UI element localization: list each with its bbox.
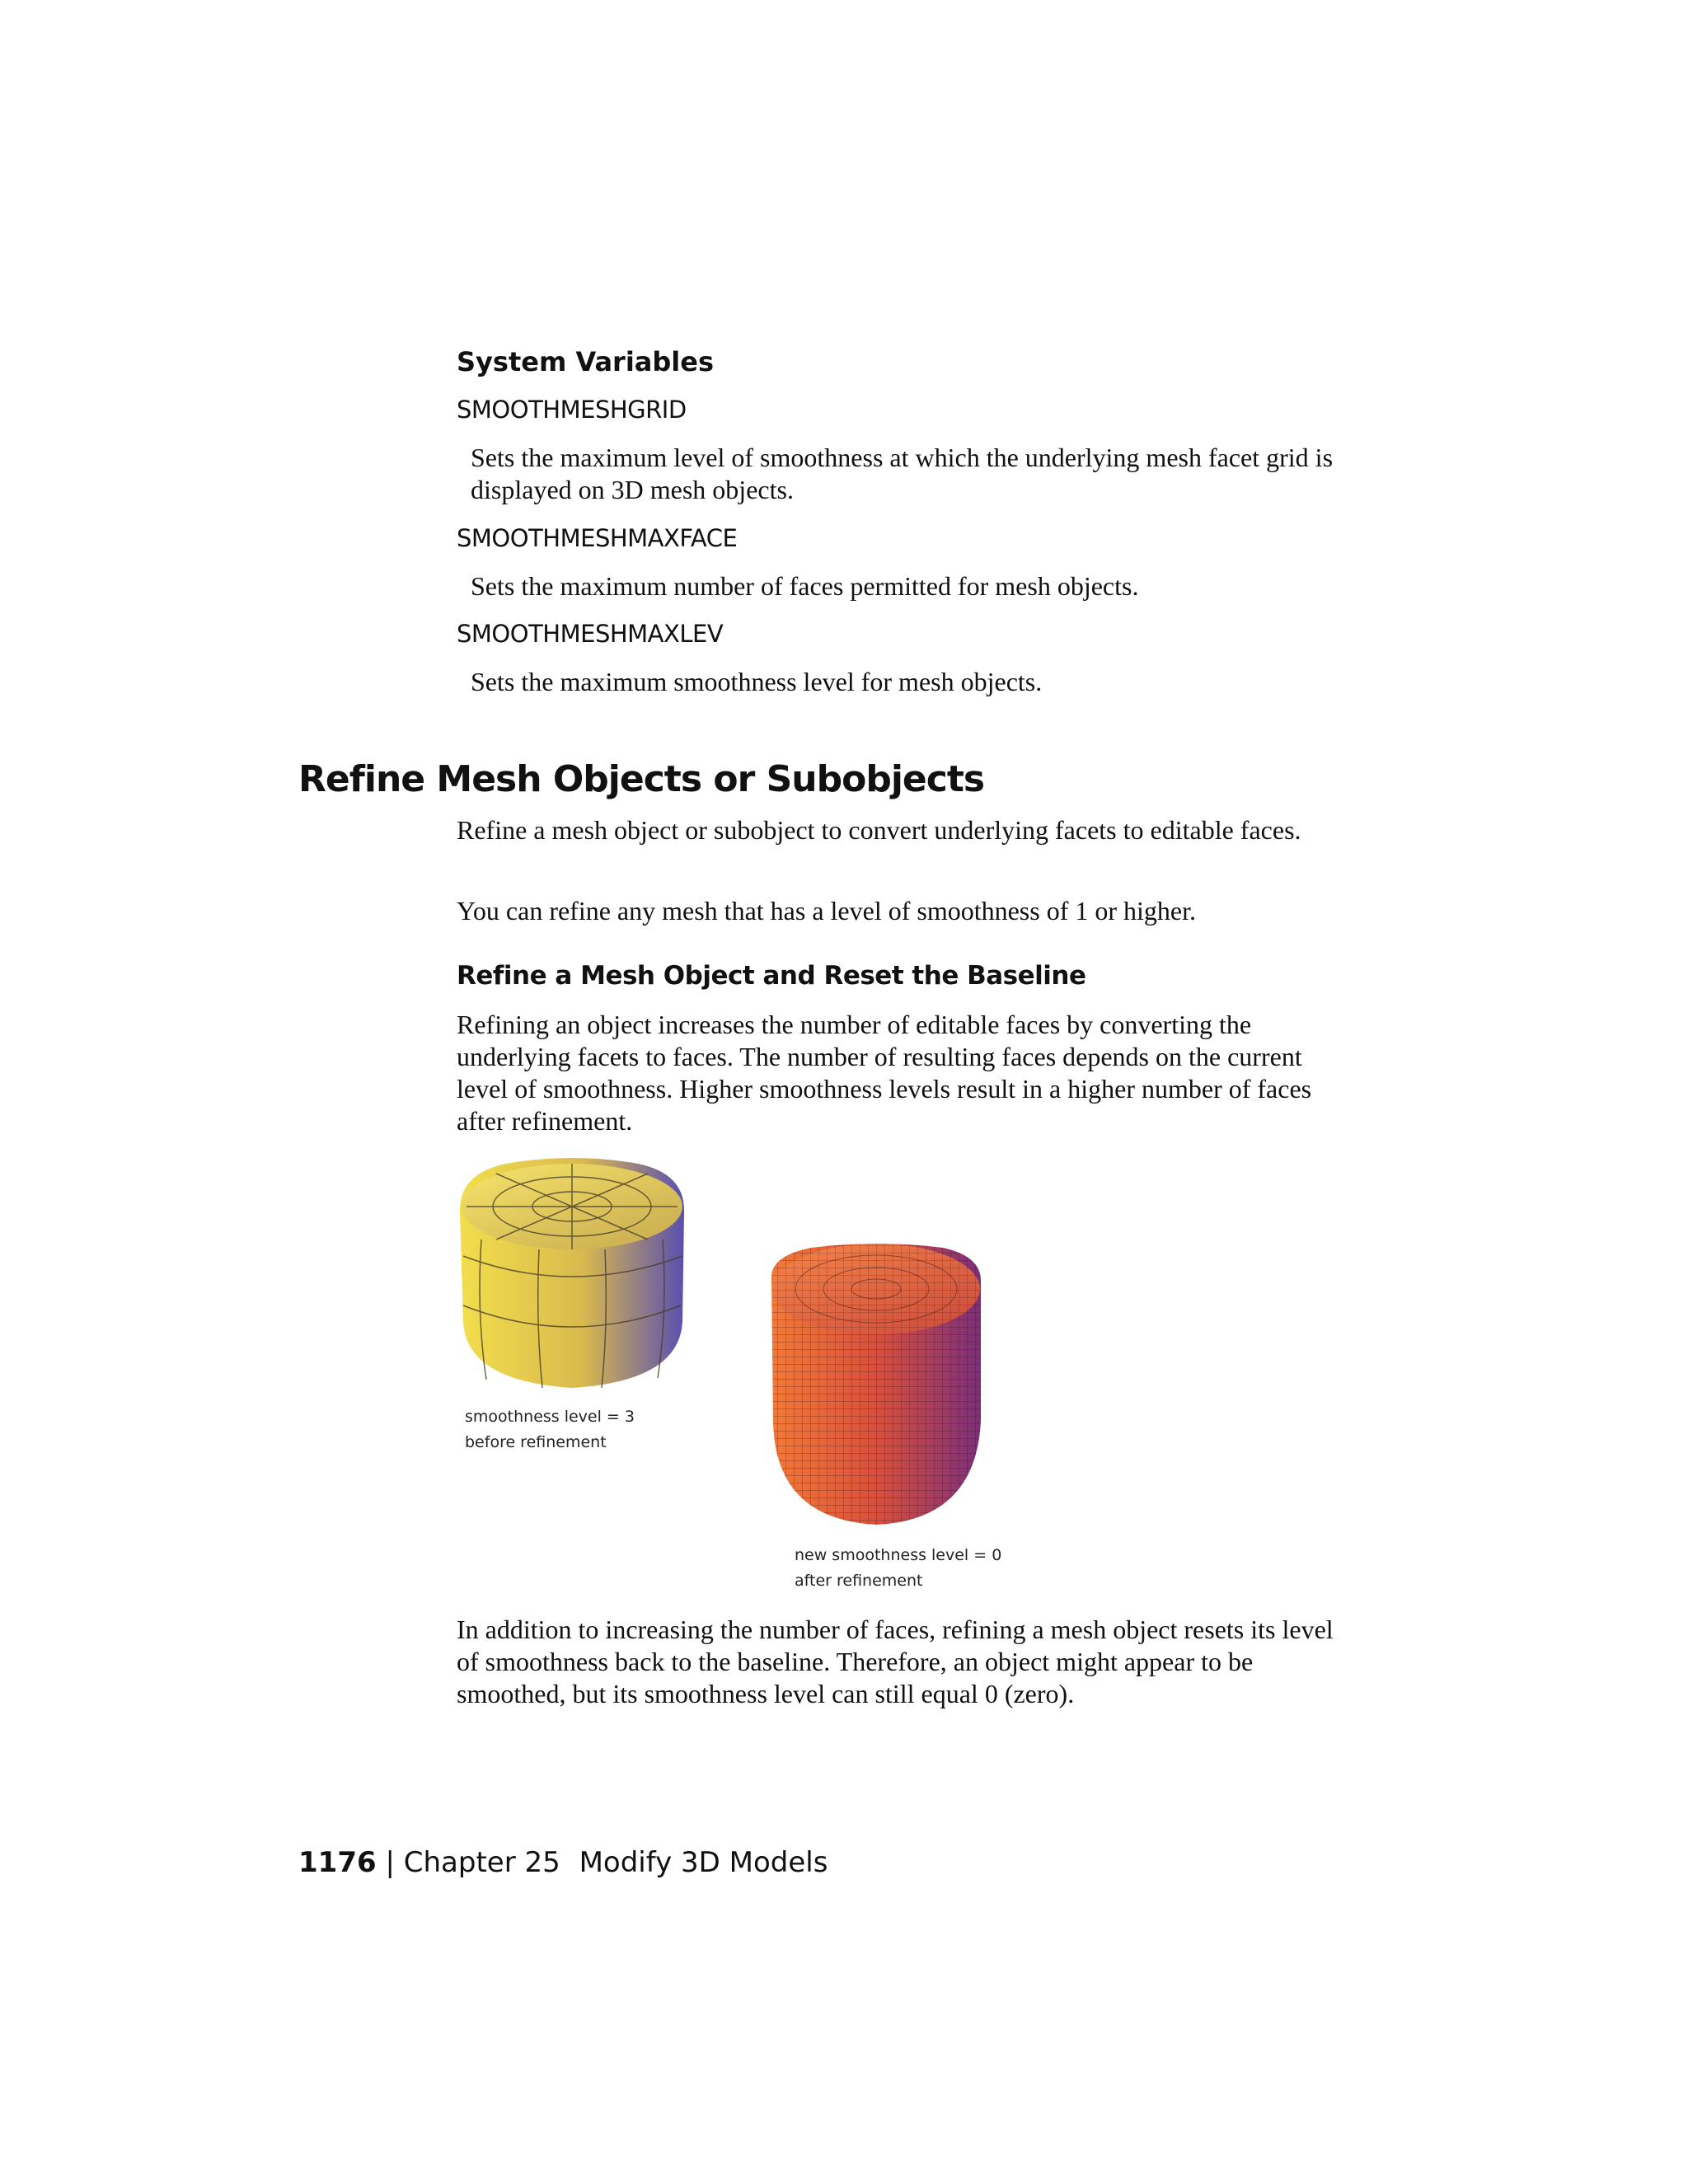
mesh-after-refinement (771, 1244, 981, 1525)
section-title: Refine Mesh Objects or Subobjects (298, 758, 985, 800)
chapter-title: Modify 3D Models (579, 1846, 828, 1879)
caption-before-line-2: before refinement (465, 1433, 607, 1451)
footer-separator: | (385, 1846, 395, 1879)
page-footer (298, 1846, 828, 1879)
variable-name-smoothmeshgrid: SMOOTHMESHGRID (457, 396, 687, 424)
chapter-label: Chapter 25 (403, 1846, 560, 1879)
section-intro: Refine a mesh object or subobject to convert underlying facets to editable faces. (457, 815, 1301, 845)
subsection-heading: Refine a Mesh Object and Reset the Baseline (457, 961, 1086, 991)
system-variables-heading: System Variables (457, 346, 715, 377)
caption-before (465, 1404, 635, 1455)
variable-name-smoothmeshmaxface: SMOOTHMESHMAXFACE (457, 524, 738, 552)
variable-description-smoothmeshmaxlev: Sets the maximum smoothness level for mesh objects. (471, 667, 1043, 696)
variable-description-smoothmeshgrid: Sets the maximum level of smoothness at which the underlying mesh facet grid is displayed on 3D mesh objects. (471, 443, 1334, 504)
caption-after-line-1: new smoothness level = 0 (795, 1546, 1002, 1564)
refinement-figure (457, 1157, 1034, 1602)
section-intro-2: You can refine any mesh that has a level of smoothness of 1 or higher. (457, 896, 1196, 926)
caption-before-line-1: smoothness level = 3 (465, 1408, 635, 1426)
variable-name-smoothmeshmaxlev: SMOOTHMESHMAXLEV (457, 620, 724, 648)
caption-after-line-2: after refinement (795, 1572, 923, 1590)
refine-paragraph: Refining an object increases the number of editable faces by converting the underlying facets to faces. The number of resulting faces depends on the current level of smoothness. Higher smoothness levels result in a higher number of faces after refinement. (457, 1010, 1312, 1136)
mesh-illustration (457, 1157, 1034, 1602)
closing-paragraph: In addition to increasing the number of faces, refining a mesh object resets its level of smoothness back to the baseline. Therefore, an object might appear to be smoothed, but its smoothness level can still equal 0 (zero). (457, 1615, 1334, 1708)
caption-after (795, 1543, 1001, 1594)
variable-description-smoothmeshmaxface: Sets the maximum number of faces permitted for mesh objects. (471, 571, 1139, 601)
mesh-before-refinement (460, 1158, 684, 1388)
page-number: 1176 (298, 1846, 377, 1879)
